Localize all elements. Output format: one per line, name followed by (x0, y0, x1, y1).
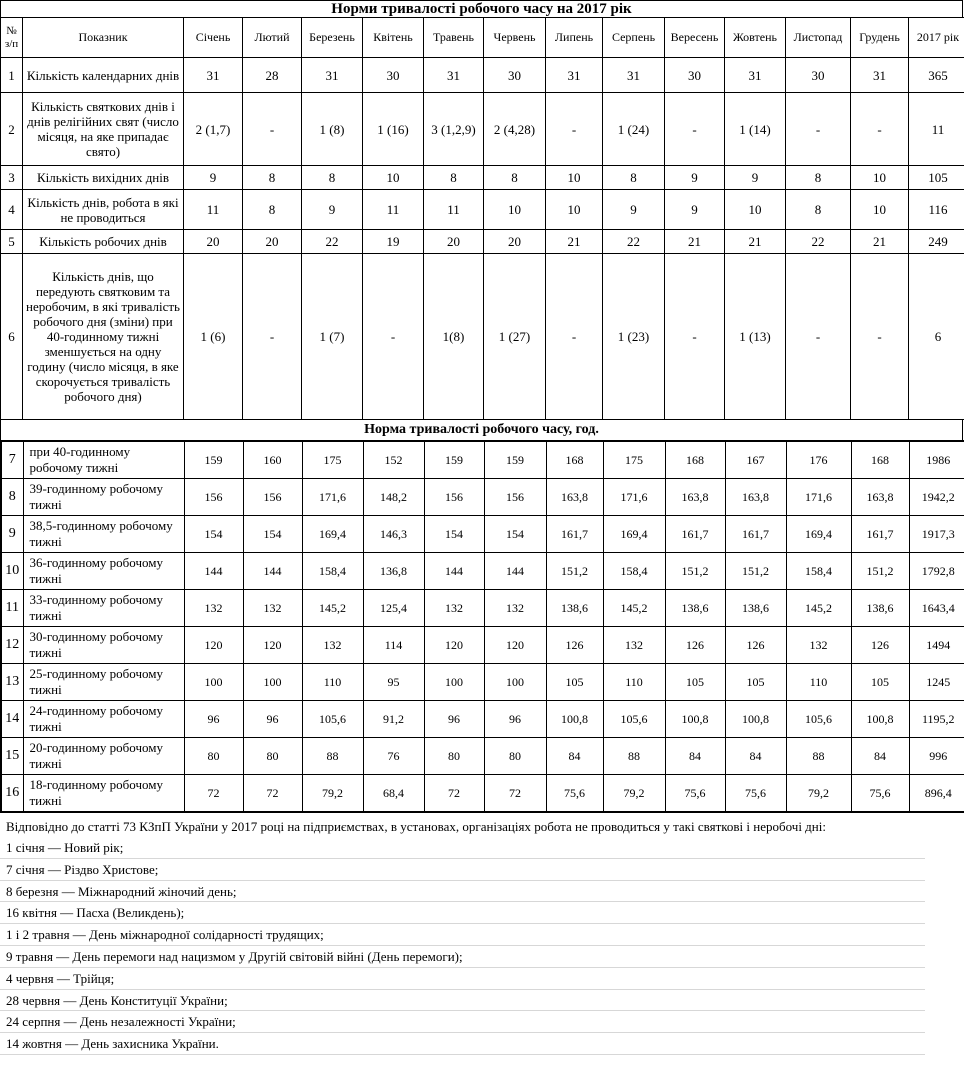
cell-value: 21 (725, 230, 786, 254)
cell-value: 10 (851, 190, 909, 230)
cell-value: 100,8 (665, 701, 725, 738)
cell-value: - (665, 93, 725, 166)
cell-value: 144 (243, 553, 302, 590)
cell-value: 151,2 (665, 553, 725, 590)
cell-value: 22 (302, 230, 363, 254)
holiday-note: 1 січня — Новий рік; (0, 837, 925, 859)
cell-value: 28 (243, 58, 302, 93)
cell-value: 132 (302, 627, 363, 664)
cell-value: 896,4 (909, 775, 964, 813)
cell-value: - (851, 93, 909, 166)
row-number: 3 (1, 166, 23, 190)
cell-value: 1 (13) (725, 254, 786, 420)
header-month: Березень (302, 18, 363, 58)
cell-value: 72 (243, 775, 302, 813)
cell-value: 96 (424, 701, 484, 738)
cell-value: 91,2 (363, 701, 424, 738)
cell-value: 11 (424, 190, 484, 230)
row-number: 2 (1, 93, 23, 166)
row-label: Кількість святкових днів і днів релігійних свят (число місяця, на яке припадає свято) (23, 93, 184, 166)
cell-value: 100 (484, 664, 546, 701)
cell-value: 9 (603, 190, 665, 230)
row-label: Кількість вихідних днів (23, 166, 184, 190)
cell-value: 1 (23) (603, 254, 665, 420)
cell-value: 105 (725, 664, 786, 701)
row-label: 36-годинному робочому тижні (23, 553, 184, 590)
cell-value: - (786, 254, 851, 420)
cell-value: 114 (363, 627, 424, 664)
cell-value: 1 (7) (302, 254, 363, 420)
header-month: Січень (184, 18, 243, 58)
cell-value: 120 (424, 627, 484, 664)
cell-value: 105,6 (603, 701, 665, 738)
cell-value: 171,6 (786, 479, 851, 516)
cell-value: 20 (243, 230, 302, 254)
cell-value: 154 (484, 516, 546, 553)
cell-value: 22 (786, 230, 851, 254)
cell-value: 30 (363, 58, 424, 93)
notes-intro: Відповідно до статті 73 КЗпП України у 2017 році на підприємствах, в установах, організаціях робота не проводиться у такі святкові і неробочі дні: (6, 819, 826, 834)
cell-value: 8 (302, 166, 363, 190)
cell-value: 100 (424, 664, 484, 701)
row-number: 5 (1, 230, 23, 254)
cell-value: 161,7 (546, 516, 603, 553)
cell-value: 163,8 (851, 479, 909, 516)
row-label: 18-годинному робочому тижні (23, 775, 184, 813)
cell-value: 1986 (909, 441, 964, 479)
cell-value: 100 (184, 664, 243, 701)
cell-value: 160 (243, 441, 302, 479)
cell-value: 75,6 (851, 775, 909, 813)
cell-value: 72 (424, 775, 484, 813)
cell-value: 100 (243, 664, 302, 701)
cell-value: - (546, 93, 603, 166)
cell-value: 1 (8) (302, 93, 363, 166)
holiday-note: 16 квітня — Пасха (Великдень); (0, 902, 925, 924)
cell-value: 1 (6) (184, 254, 243, 420)
cell-value: 88 (302, 738, 363, 775)
cell-value: 110 (302, 664, 363, 701)
cell-value: 80 (484, 738, 546, 775)
cell-value: 163,8 (546, 479, 603, 516)
cell-value: 30 (786, 58, 851, 93)
cell-value: 138,6 (546, 590, 603, 627)
cell-value: 100,8 (546, 701, 603, 738)
cell-value: 168 (665, 441, 725, 479)
cell-value: 1 (27) (484, 254, 546, 420)
cell-value: 8 (243, 166, 302, 190)
cell-value: 161,7 (725, 516, 786, 553)
cell-value: 6 (909, 254, 964, 420)
row-number: 14 (1, 701, 23, 738)
cell-value: 72 (484, 775, 546, 813)
cell-value: 126 (851, 627, 909, 664)
cell-value: 20 (484, 230, 546, 254)
table-row (1, 701, 964, 738)
table-row (1, 738, 964, 775)
cell-value: 31 (851, 58, 909, 93)
cell-value: 1 (16) (363, 93, 424, 166)
row-label: 30-годинному робочому тижні (23, 627, 184, 664)
cell-value: 84 (665, 738, 725, 775)
cell-value: 1 (24) (603, 93, 665, 166)
cell-value: 96 (484, 701, 546, 738)
cell-value: 161,7 (665, 516, 725, 553)
cell-value: 21 (851, 230, 909, 254)
cell-value: 161,7 (851, 516, 909, 553)
cell-value: 144 (484, 553, 546, 590)
cell-value: 158,4 (302, 553, 363, 590)
cell-value: 125,4 (363, 590, 424, 627)
cell-value: 1917,3 (909, 516, 964, 553)
cell-value: 10 (546, 190, 603, 230)
cell-value: 151,2 (851, 553, 909, 590)
cell-value: 126 (725, 627, 786, 664)
cell-value: 132 (484, 590, 546, 627)
cell-value: 175 (603, 441, 665, 479)
cell-value: 169,4 (603, 516, 665, 553)
cell-value: - (665, 254, 725, 420)
cell-value: 95 (363, 664, 424, 701)
cell-value: 84 (851, 738, 909, 775)
cell-value: 156 (243, 479, 302, 516)
table-row (1, 664, 964, 701)
holiday-note: 14 жовтня — День захисника України. (0, 1033, 925, 1055)
cell-value: 11 (909, 93, 964, 166)
cell-value: 31 (546, 58, 603, 93)
cell-value: 105,6 (302, 701, 363, 738)
table-row (1, 627, 964, 664)
cell-value: 1 (14) (725, 93, 786, 166)
cell-value: 154 (184, 516, 243, 553)
cell-value: 175 (302, 441, 363, 479)
cell-value: 365 (909, 58, 964, 93)
header-month: Листопад (786, 18, 851, 58)
table-row (1, 254, 964, 420)
cell-value: 996 (909, 738, 964, 775)
row-number: 8 (1, 479, 23, 516)
cell-value: 8 (424, 166, 484, 190)
cell-value: 152 (363, 441, 424, 479)
cell-value: 11 (363, 190, 424, 230)
cell-value: 9 (665, 166, 725, 190)
cell-value: 105 (546, 664, 603, 701)
cell-value: - (546, 254, 603, 420)
cell-value: 105 (665, 664, 725, 701)
header-row (1, 18, 964, 58)
cell-value: 132 (424, 590, 484, 627)
cell-value: 144 (184, 553, 243, 590)
cell-value: 1(8) (424, 254, 484, 420)
cell-value: 156 (424, 479, 484, 516)
cell-value: 163,8 (665, 479, 725, 516)
row-number: 12 (1, 627, 23, 664)
cell-value: 100,8 (851, 701, 909, 738)
cell-value: 145,2 (302, 590, 363, 627)
cell-value: 31 (184, 58, 243, 93)
row-label: 38,5-годинному робочому тижні (23, 516, 184, 553)
cell-value: 79,2 (786, 775, 851, 813)
cell-value: - (243, 254, 302, 420)
cell-value: 100,8 (725, 701, 786, 738)
holiday-note: 24 серпня — День незалежності України; (0, 1011, 925, 1033)
table-row (1, 58, 964, 93)
section-title: Норма тривалості робочого часу, год. (0, 420, 963, 440)
cell-value: 156 (484, 479, 546, 516)
header-month: Вересень (665, 18, 725, 58)
cell-value: 136,8 (363, 553, 424, 590)
table-row (1, 166, 964, 190)
cell-value: 3 (1,2,9) (424, 93, 484, 166)
cell-value: 132 (603, 627, 665, 664)
cell-value: 80 (424, 738, 484, 775)
cell-value: 110 (603, 664, 665, 701)
cell-value: 1245 (909, 664, 964, 701)
row-label: Кількість робочих днів (23, 230, 184, 254)
cell-value: 132 (786, 627, 851, 664)
header-month: Серпень (603, 18, 665, 58)
cell-value: 8 (243, 190, 302, 230)
table-row (1, 516, 964, 553)
page-title: Норми тривалості робочого часу на 2017 рік (0, 0, 963, 17)
cell-value: 80 (184, 738, 243, 775)
holiday-note: 8 березня — Міжнародний жіночий день; (0, 881, 925, 903)
cell-value: 2 (4,28) (484, 93, 546, 166)
cell-value: 10 (363, 166, 424, 190)
cell-value: 9 (184, 166, 243, 190)
cell-value: 169,4 (302, 516, 363, 553)
cell-value: 10 (725, 190, 786, 230)
row-label: 24-годинному робочому тижні (23, 701, 184, 738)
holiday-note: 1 і 2 травня — День міжнародної солідарності трудящих; (0, 924, 925, 946)
cell-value: 156 (184, 479, 243, 516)
cell-value: 120 (484, 627, 546, 664)
cell-value: 31 (302, 58, 363, 93)
cell-value: 146,3 (363, 516, 424, 553)
table-row (1, 775, 964, 813)
table-row (1, 190, 964, 230)
cell-value: 168 (851, 441, 909, 479)
cell-value: - (363, 254, 424, 420)
cell-value: 110 (786, 664, 851, 701)
cell-value: 96 (243, 701, 302, 738)
table-row (1, 479, 964, 516)
row-number: 11 (1, 590, 23, 627)
cell-value: 84 (725, 738, 786, 775)
cell-value: 31 (424, 58, 484, 93)
row-number: 13 (1, 664, 23, 701)
table-row (1, 230, 964, 254)
cell-value: 105,6 (786, 701, 851, 738)
cell-value: - (851, 254, 909, 420)
cell-value: 158,4 (603, 553, 665, 590)
row-label: Кількість днів, робота в які не проводиться (23, 190, 184, 230)
cell-value: 176 (786, 441, 851, 479)
cell-value: 11 (184, 190, 243, 230)
cell-value: 8 (786, 166, 851, 190)
cell-value: 8 (484, 166, 546, 190)
cell-value: 80 (243, 738, 302, 775)
cell-value: 151,2 (546, 553, 603, 590)
cell-value: 138,6 (665, 590, 725, 627)
cell-value: 76 (363, 738, 424, 775)
cell-value: 79,2 (603, 775, 665, 813)
cell-value: 1494 (909, 627, 964, 664)
cell-value: 75,6 (665, 775, 725, 813)
cell-value: 159 (484, 441, 546, 479)
hours-table (0, 440, 964, 813)
row-label: при 40-годинному робочому тижні (23, 441, 184, 479)
calendar-table (0, 17, 964, 420)
row-number: 16 (1, 775, 23, 813)
cell-value: 159 (184, 441, 243, 479)
row-label: 25-годинному робочому тижні (23, 664, 184, 701)
header-month: Липень (546, 18, 603, 58)
row-label: 20-годинному робочому тижні (23, 738, 184, 775)
row-label: 33-годинному робочому тижні (23, 590, 184, 627)
cell-value: 1643,4 (909, 590, 964, 627)
cell-value: 105 (851, 664, 909, 701)
cell-value: 249 (909, 230, 964, 254)
cell-value: 138,6 (725, 590, 786, 627)
cell-value: 88 (786, 738, 851, 775)
cell-value: 96 (184, 701, 243, 738)
cell-value: - (243, 93, 302, 166)
row-label: Кількість календарних днів (23, 58, 184, 93)
row-number: 7 (1, 441, 23, 479)
row-label: Кількість днів, що передують святковим та неробочим, в які тривалість робочого дня (зміни) при 40-годинному тижні зменшується на одну годину (число місяця, в яке скорочується тривалість робочого дня) (23, 254, 184, 420)
header-month: Квітень (363, 18, 424, 58)
cell-value: 151,2 (725, 553, 786, 590)
cell-value: 132 (243, 590, 302, 627)
table-row (1, 93, 964, 166)
cell-value: 163,8 (725, 479, 786, 516)
holiday-note: 28 червня — День Конституції України; (0, 990, 925, 1012)
cell-value: 22 (603, 230, 665, 254)
table-row (1, 441, 964, 479)
cell-value: 10 (546, 166, 603, 190)
row-label: 39-годинному робочому тижні (23, 479, 184, 516)
row-number: 9 (1, 516, 23, 553)
cell-value: 132 (184, 590, 243, 627)
row-number: 4 (1, 190, 23, 230)
row-number: 15 (1, 738, 23, 775)
row-number: 10 (1, 553, 23, 590)
holiday-note: 4 червня — Трійця; (0, 968, 925, 990)
cell-value: 2 (1,7) (184, 93, 243, 166)
row-number: 6 (1, 254, 23, 420)
cell-value: 30 (484, 58, 546, 93)
cell-value: 30 (665, 58, 725, 93)
cell-value: 72 (184, 775, 243, 813)
cell-value: 9 (302, 190, 363, 230)
header-month: Лютий (243, 18, 302, 58)
cell-value: 9 (665, 190, 725, 230)
table-row (1, 553, 964, 590)
cell-value: 9 (725, 166, 786, 190)
cell-value: 31 (725, 58, 786, 93)
cell-value: 154 (243, 516, 302, 553)
row-number: 1 (1, 58, 23, 93)
cell-value: - (786, 93, 851, 166)
cell-value: 126 (665, 627, 725, 664)
header-num: № з/п (1, 18, 23, 58)
cell-value: 171,6 (603, 479, 665, 516)
table-row (1, 590, 964, 627)
cell-value: 126 (546, 627, 603, 664)
cell-value: 120 (184, 627, 243, 664)
cell-value: 154 (424, 516, 484, 553)
header-month: Червень (484, 18, 546, 58)
cell-value: 84 (546, 738, 603, 775)
cell-value: 138,6 (851, 590, 909, 627)
cell-value: 20 (424, 230, 484, 254)
cell-value: 167 (725, 441, 786, 479)
cell-value: 1942,2 (909, 479, 964, 516)
holiday-note: 7 січня — Різдво Христове; (0, 859, 925, 881)
cell-value: 171,6 (302, 479, 363, 516)
cell-value: 79,2 (302, 775, 363, 813)
cell-value: 148,2 (363, 479, 424, 516)
header-indicator: Показник (23, 18, 184, 58)
cell-value: 168 (546, 441, 603, 479)
cell-value: 75,6 (725, 775, 786, 813)
cell-value: 159 (424, 441, 484, 479)
cell-value: 21 (665, 230, 725, 254)
cell-value: 75,6 (546, 775, 603, 813)
cell-value: 20 (184, 230, 243, 254)
cell-value: 19 (363, 230, 424, 254)
header-month: Травень (424, 18, 484, 58)
holiday-note: 9 травня — День перемоги над нацизмом у Другій світовій війні (День перемоги); (0, 946, 925, 968)
header-year: 2017 рік (909, 18, 964, 58)
cell-value: 158,4 (786, 553, 851, 590)
header-month: Жовтень (725, 18, 786, 58)
cell-value: 1792,8 (909, 553, 964, 590)
cell-value: 120 (243, 627, 302, 664)
cell-value: 169,4 (786, 516, 851, 553)
cell-value: 145,2 (786, 590, 851, 627)
cell-value: 68,4 (363, 775, 424, 813)
cell-value: 1195,2 (909, 701, 964, 738)
cell-value: 10 (484, 190, 546, 230)
cell-value: 145,2 (603, 590, 665, 627)
cell-value: 31 (603, 58, 665, 93)
cell-value: 105 (909, 166, 964, 190)
cell-value: 21 (546, 230, 603, 254)
header-month: Грудень (851, 18, 909, 58)
cell-value: 8 (603, 166, 665, 190)
cell-value: 116 (909, 190, 964, 230)
cell-value: 10 (851, 166, 909, 190)
cell-value: 144 (424, 553, 484, 590)
cell-value: 88 (603, 738, 665, 775)
notes-section (0, 817, 964, 1055)
cell-value: 8 (786, 190, 851, 230)
